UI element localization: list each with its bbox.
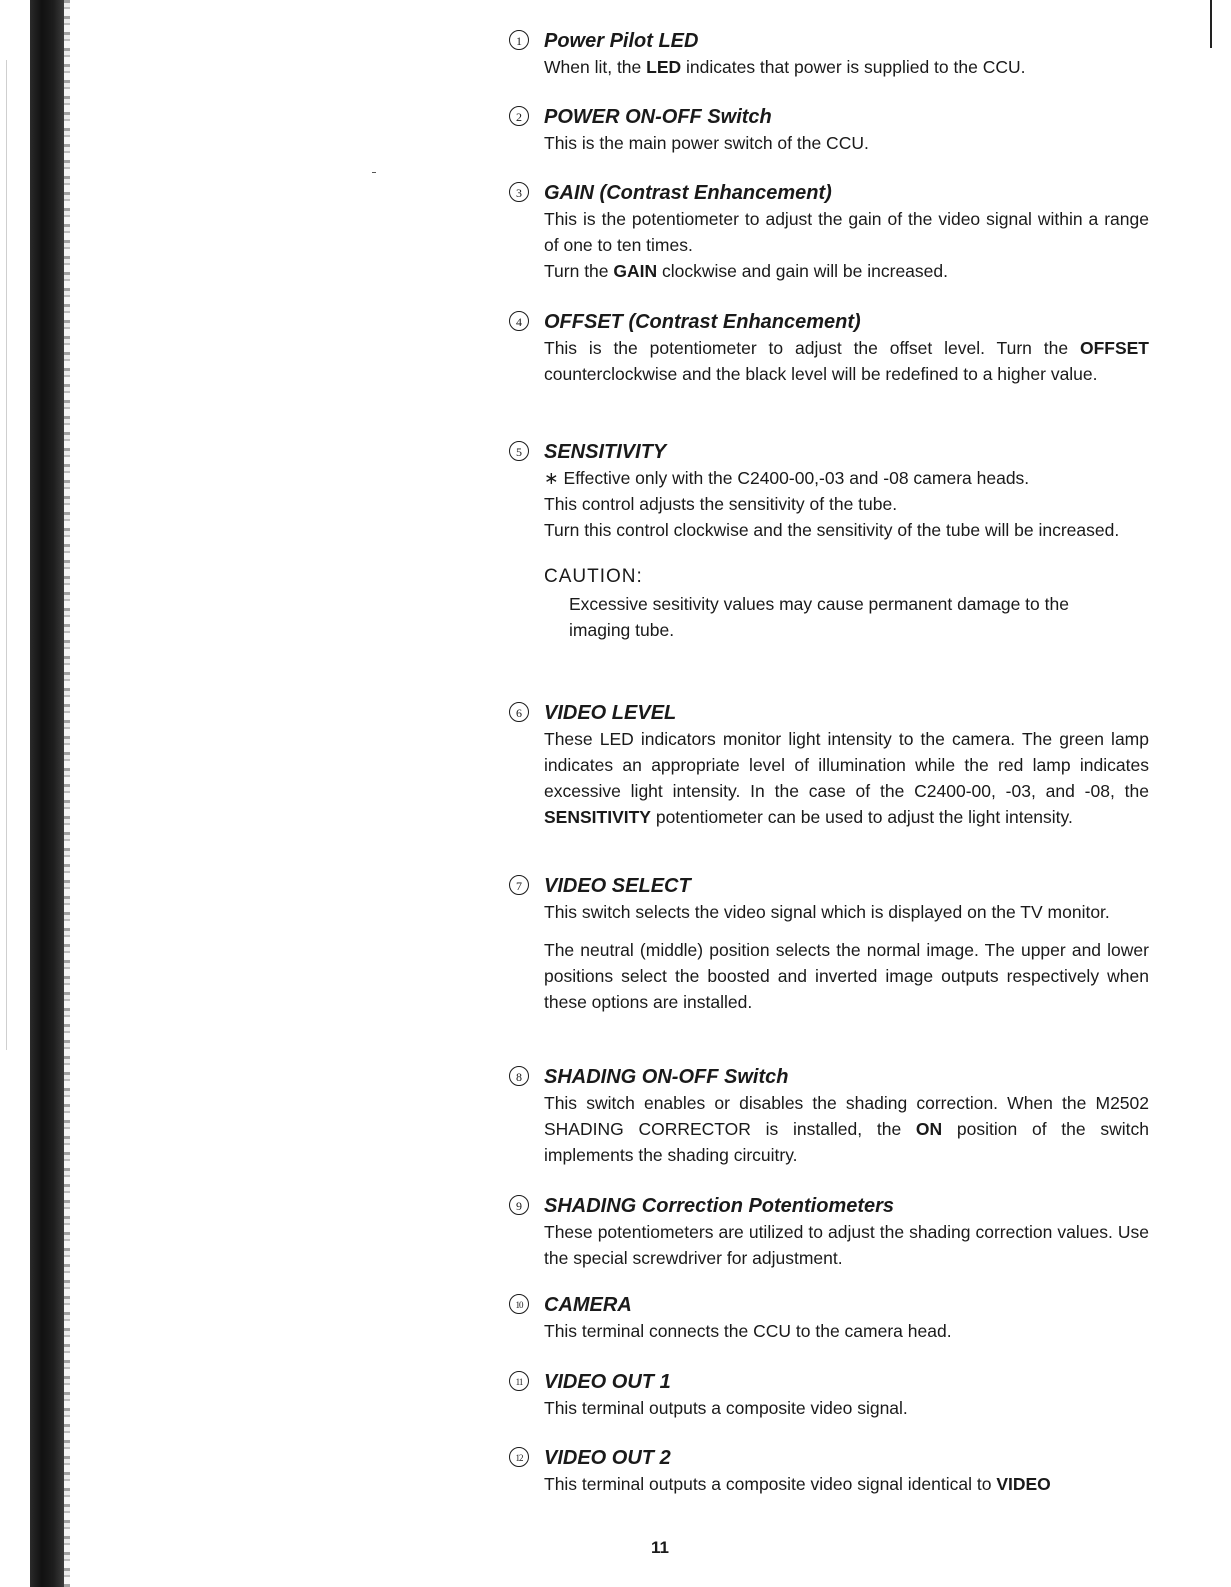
keyword-text: GAIN [613, 261, 658, 281]
section-title: GAIN (Contrast Enhancement) [544, 182, 832, 204]
section-body [544, 726, 1149, 830]
section-7 [509, 873, 1149, 1015]
paragraph [544, 1219, 1149, 1271]
keyword-text: OFFSET [1079, 338, 1149, 358]
section-title: SHADING ON-OFF Switch [544, 1066, 789, 1088]
body-text: potentiometer can be used to adjust the light intensity. [650, 807, 1073, 827]
section-11 [509, 1369, 1149, 1421]
body-text: The neutral (middle) position selects the normal image. The upper and lower positions select the boosted and inverted image outputs respectively when these options are installed. [544, 940, 1149, 1012]
item-number-badge: 4 [509, 311, 529, 331]
item-number-badge: 2 [509, 106, 529, 126]
paragraph [544, 465, 1149, 491]
section-8 [509, 1064, 1149, 1168]
scan-speck [372, 172, 376, 173]
caution-text: Excessive sesitivity values may cause permanent damage to the imaging tube. [569, 594, 1069, 640]
section-3 [509, 180, 1149, 284]
item-number-badge: 1 [509, 30, 529, 50]
item-number-badge: 8 [509, 1066, 529, 1086]
section-2 [509, 104, 1149, 156]
body-text: When lit, the [544, 57, 647, 77]
section-body [544, 54, 1149, 80]
item-number-badge: 10 [509, 1294, 529, 1314]
section-12 [509, 1445, 1149, 1497]
body-text: Turn the [544, 261, 614, 281]
section-body [544, 206, 1149, 284]
body-text: ∗ Effective only with the C2400-00,-03 and -08 camera heads. [544, 468, 1030, 488]
section-title: Power Pilot LED [544, 30, 699, 52]
section-5 [509, 439, 1149, 643]
paragraph [544, 258, 1149, 284]
body-text: This switch enables or disables the shading correction. When the M2502 SHADING CORRECTOR is installed, the [544, 1093, 1149, 1139]
item-number-badge: 3 [509, 182, 529, 202]
section-body [544, 1471, 1149, 1497]
section-body [544, 130, 1149, 156]
body-text: Turn this control clockwise and the sensitivity of the tube will be increased. [544, 520, 1120, 540]
item-number-badge: 9 [509, 1195, 529, 1215]
section-9 [509, 1193, 1149, 1271]
body-text: This is the potentiometer to adjust the offset level. Turn the [544, 338, 1080, 358]
section-body [544, 1395, 1149, 1421]
item-number-badge: 5 [509, 441, 529, 461]
paragraph [544, 899, 1149, 925]
paragraph [544, 1471, 1149, 1497]
body-text: This control adjusts the sensitivity of the tube. [544, 494, 898, 514]
section-10 [509, 1292, 1149, 1344]
keyword-text: ON [915, 1119, 943, 1139]
paragraph [544, 1395, 1149, 1421]
paragraph [544, 206, 1149, 258]
paragraph [544, 54, 1149, 80]
section-body [544, 1090, 1149, 1168]
body-text: This is the potentiometer to adjust the gain of the video signal within a range of one to ten times. [544, 209, 1149, 255]
paragraph [544, 517, 1149, 543]
keyword-text: VIDEO [996, 1474, 1051, 1494]
body-text: counterclockwise and the black level will be redefined to a higher value. [544, 364, 1098, 384]
item-number-badge: 12 [509, 1447, 529, 1467]
body-text: This terminal connects the CCU to the camera head. [544, 1321, 952, 1341]
item-number-badge: 11 [509, 1371, 529, 1391]
body-text: This terminal outputs a composite video signal. [544, 1398, 908, 1418]
section-body [544, 1219, 1149, 1271]
scan-edge-shadow [30, 0, 64, 1587]
section-6 [509, 700, 1149, 830]
keyword-text: SENSITIVITY [544, 807, 651, 827]
section-title: OFFSET (Contrast Enhancement) [544, 311, 861, 333]
section-body [544, 465, 1149, 543]
section-title: VIDEO LEVEL [544, 702, 677, 724]
body-text: These LED indicators monitor light intensity to the camera. The green lamp indicates an appropriate level of illumination while the red lamp indicates excessive light intensity. In the case of the C2400-00, -03, and -08, the [544, 729, 1149, 801]
body-text: These potentiometers are utilized to adjust the shading correction values. Use the special screwdriver for adjustment. [544, 1222, 1149, 1268]
item-number-badge: 7 [509, 875, 529, 895]
section-1 [509, 28, 1149, 80]
scan-margin-line [6, 60, 7, 1050]
paragraph [544, 1318, 1149, 1344]
section-title: VIDEO OUT 2 [544, 1447, 671, 1469]
paragraph [544, 937, 1149, 1015]
page-number: 11 [651, 1538, 669, 1557]
section-title: VIDEO OUT 1 [544, 1371, 671, 1393]
section-body [544, 899, 1149, 1015]
keyword-text: LED [646, 57, 682, 77]
body-text: position of the switch implements the shading circuitry. [544, 1119, 1149, 1165]
section-title: VIDEO SELECT [544, 875, 691, 897]
section-title: CAMERA [544, 1294, 632, 1316]
body-text: clockwise and gain will be increased. [657, 261, 948, 281]
section-body [544, 335, 1149, 387]
paragraph [544, 1090, 1149, 1168]
body-text: This terminal outputs a composite video signal identical to [544, 1474, 997, 1494]
body-text: indicates that power is supplied to the CCU. [681, 57, 1026, 77]
section-title: POWER ON-OFF Switch [544, 106, 772, 128]
body-text: This is the main power switch of the CCU. [544, 133, 869, 153]
paragraph [544, 130, 1149, 156]
section-body [544, 1318, 1149, 1344]
caution-heading: CAUTION: [544, 566, 643, 587]
section-title: SENSITIVITY [544, 441, 667, 463]
section-title: SHADING Correction Potentiometers [544, 1195, 895, 1217]
section-4 [509, 309, 1149, 387]
paragraph [544, 335, 1149, 387]
paragraph [544, 726, 1149, 830]
body-text: This switch selects the video signal which is displayed on the TV monitor. [544, 902, 1110, 922]
paragraph [544, 491, 1149, 517]
scan-right-edge [1210, 0, 1212, 48]
item-number-badge: 6 [509, 702, 529, 722]
